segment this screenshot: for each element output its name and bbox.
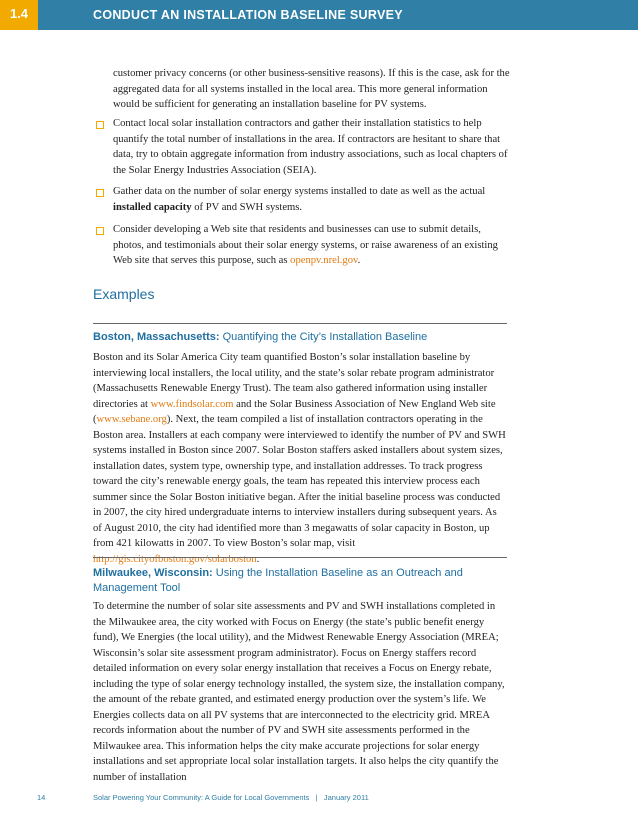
checklist-item-2-bold: installed capacity — [113, 201, 192, 213]
example-title-milwaukee-bold: Milwaukee, Wisconsin: — [93, 567, 213, 579]
sebane-link[interactable]: www.sebane.org — [96, 414, 167, 425]
checklist-item-1: Contact local solar installation contractors and gather their installation statistics to help quantify the total number of installations in the area. If contractors are hesitant to share that data, try to obtain aggregate information from industry associations, such as local chapters of the Solar Energy Industries Association (SEIA). — [113, 118, 508, 176]
boston-solar-map-link[interactable]: http://gis.cityofboston.gov/solarboston — [93, 553, 257, 565]
boston-text-1: Boston and its Solar America City team quantified Boston’s solar installation baseline by interviewing local installers, the local utility, and the state’s solar rebate program administrator (Massachusetts Renewable Energy Trust). The team also gathered information using installer directories at — [93, 352, 495, 410]
checklist-item-2 — [113, 184, 513, 215]
divider — [93, 557, 507, 558]
example-title-boston — [93, 330, 507, 345]
checklist-item-2-text-end: of PV and SWH systems. — [191, 201, 303, 213]
section-header-bar — [0, 0, 638, 30]
section-number-box — [0, 0, 38, 30]
page-number: 14 — [37, 793, 46, 802]
example-title-milwaukee-rest: Using the Installation Baseline as an Outreach and Management Tool — [93, 567, 463, 594]
checklist-item-2-text: Gather data on the number of solar energy systems installed to date as well as the actual — [113, 186, 486, 197]
section-number: 1.4 — [9, 6, 29, 21]
checklist-item-3 — [113, 222, 513, 269]
checkbox-icon[interactable] — [96, 189, 104, 197]
boston-text-3: ). Next, the team compiled a list of installation contractors operating in the Boston area. Installers at each company were interviewed to identify the number of PV and SWH systems installed in Boston since 2007. Solar Boston staffers asked installers about system sizes, installation dates, system type, ownership type, and installation addresses. To track progress toward the city’s renewable energy goals, the team has repeated this interview process each summer since the Solar Boston initiative began. After the initial baseline process was conducted in 2007, the city hired undergraduate interns to interview installers during subsequent years. As of August 2010, the city had identified more than 3 megawatts of solar capacity in Boston, up from 421 kilowatts in 2007. To view Boston’s solar map, visit — [93, 414, 506, 549]
openpv-link[interactable]: openpv.nrel.gov — [290, 255, 358, 266]
example-title-milwaukee — [93, 566, 507, 596]
divider — [93, 323, 507, 324]
example-title-boston-rest: Quantifying the City’s Installation Baseline — [219, 331, 428, 343]
footer-separator: | — [315, 793, 318, 802]
findsolar-link[interactable]: www.findsolar.com — [150, 398, 234, 410]
section-title: CONDUCT AN INSTALLATION BASELINE SURVEY — [93, 8, 403, 22]
example-title-boston-bold: Boston, Massachusetts: — [93, 331, 220, 343]
checklist-item-3-text-end: . — [357, 255, 361, 266]
example-body-milwaukee: To determine the number of solar site assessments and PV and SWH installations completed in the Milwaukee area, the city worked with Focus on Energy (the state’s public benefit energy fund), We Energies (the local utility), and the Midwest Renewable Energy Association (MREA; Wisconsin’s solar site assessment program administrator). Focus on Energy staffers record detailed information on every solar energy installation that receives a Focus on Energy rebate, including the type of solar energy technology installed, the system size, the installation company, the amount of the rebate granted, and estimated energy production over the system’s life. We Energies collects data on all PV systems that are interconnected to the electricity grid. MREA records information about the number of PV and SWH site assessments performed in the Milwaukee area. This information helps the city make accurate projections for solar energy installations and set appropriate local solar installation targets. It also helps the city quantify the number of installation — [93, 601, 505, 783]
footer-publication — [93, 793, 369, 802]
checklist-item-3-text: Consider developing a Web site that residents and businesses can use to submit details, photos, and testimonials about their solar energy systems, or raise awareness of an existing Web site that serves this purpose, such as — [113, 224, 498, 266]
intro-continuation: customer privacy concerns (or other business-sensitive reasons). If this is the case, ask for the aggregated data for all systems installed in the local area. This more general information would be sufficient for generating an installation baseline for PV systems. — [113, 68, 510, 110]
checkbox-icon[interactable] — [96, 227, 104, 235]
footer-date: January 2011 — [323, 793, 369, 802]
example-body-boston — [93, 350, 507, 567]
boston-text-2: and the Solar Business Association of New England Web site ( — [93, 398, 496, 425]
boston-text-4: . — [256, 553, 260, 565]
examples-heading: Examples — [93, 286, 155, 302]
footer-title: Solar Powering Your Community: A Guide for Local Governments — [93, 793, 310, 802]
checkbox-icon[interactable] — [96, 121, 104, 129]
